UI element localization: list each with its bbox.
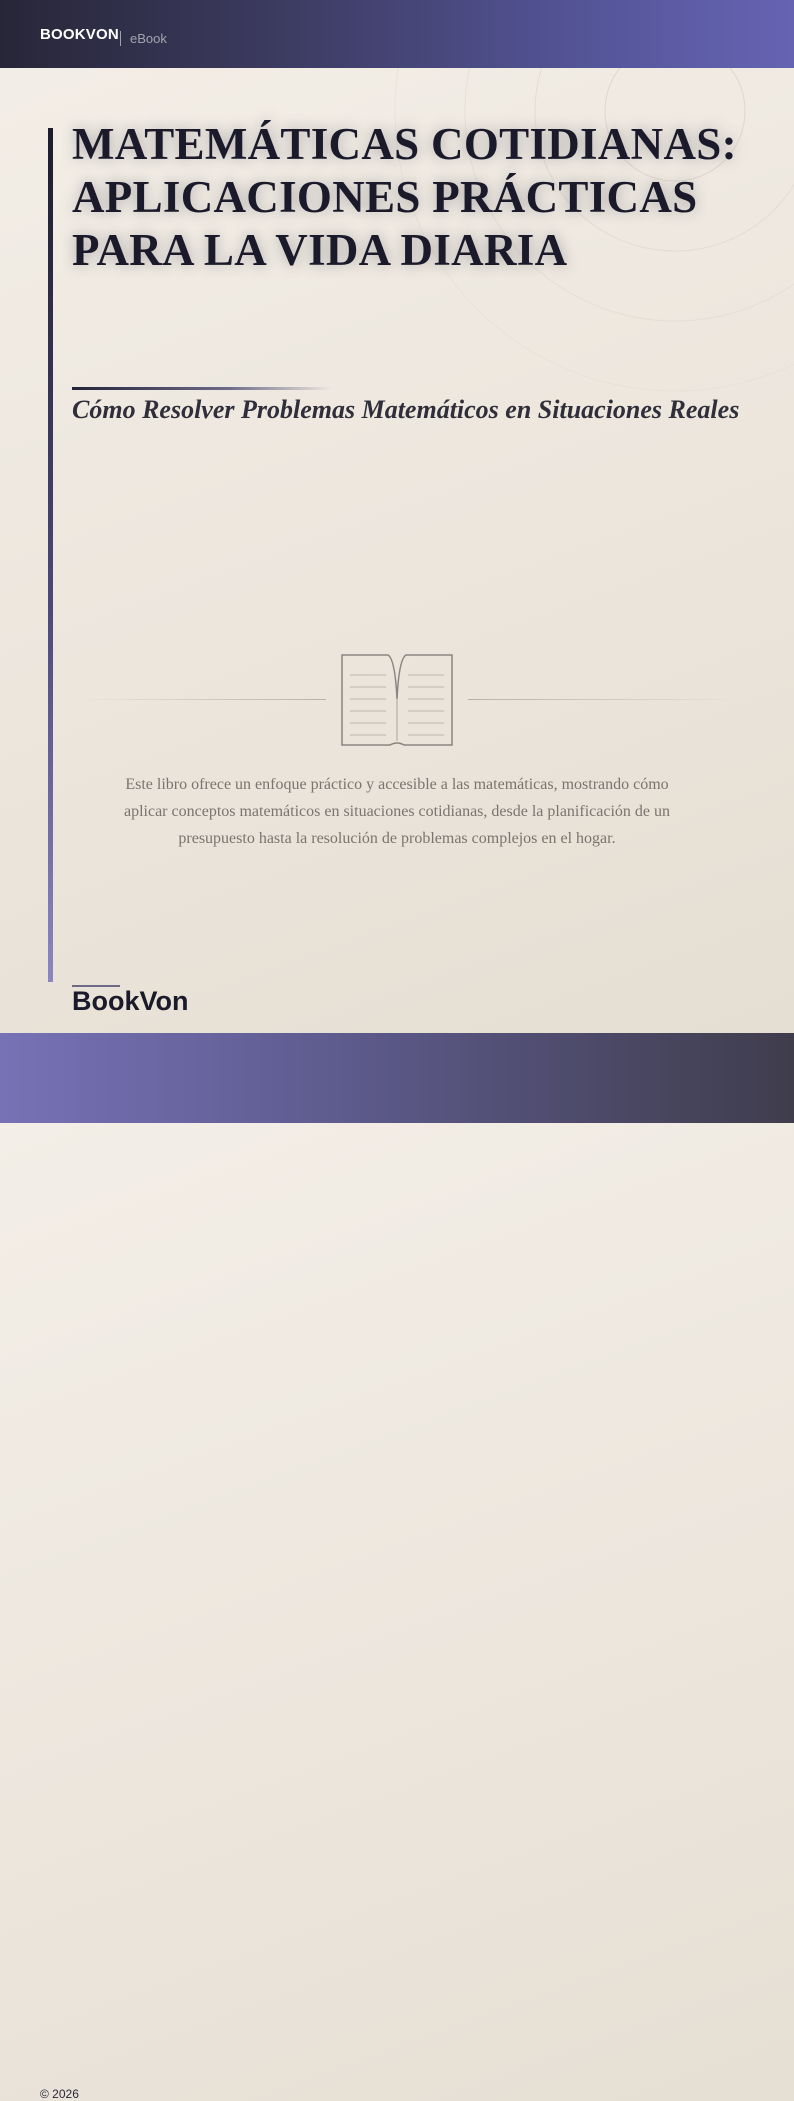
ornament-line-right (468, 699, 740, 700)
brand-separator (120, 31, 121, 46)
footer-bar (0, 1033, 794, 2101)
open-book-icon (340, 653, 454, 747)
brand-tag: eBook (130, 31, 167, 46)
ornament-line-left (78, 699, 326, 700)
header-bar (0, 0, 794, 68)
copyright-text: © 2026 (40, 2087, 79, 2101)
title-divider (72, 387, 332, 390)
publisher-name: BookVon (72, 986, 189, 1016)
book-description: Este libro ofrece un enfoque práctico y accesible a las matemáticas, mostrando cómo aplicar conceptos matemáticos en situaciones cotidianas, desde la planificación de un presupuesto hasta la resolución de problemas complejos en el hogar. (123, 776, 670, 847)
brand-name: BOOKVON (40, 26, 119, 43)
book-title: MATEMÁTICAS COTIDIANAS: APLICACIONES PRÁCTICAS PARA LA VIDA DIARIA (72, 119, 737, 275)
accent-bar (48, 128, 53, 982)
book-subtitle: Cómo Resolver Problemas Matemáticos en Situaciones Reales (72, 395, 740, 424)
